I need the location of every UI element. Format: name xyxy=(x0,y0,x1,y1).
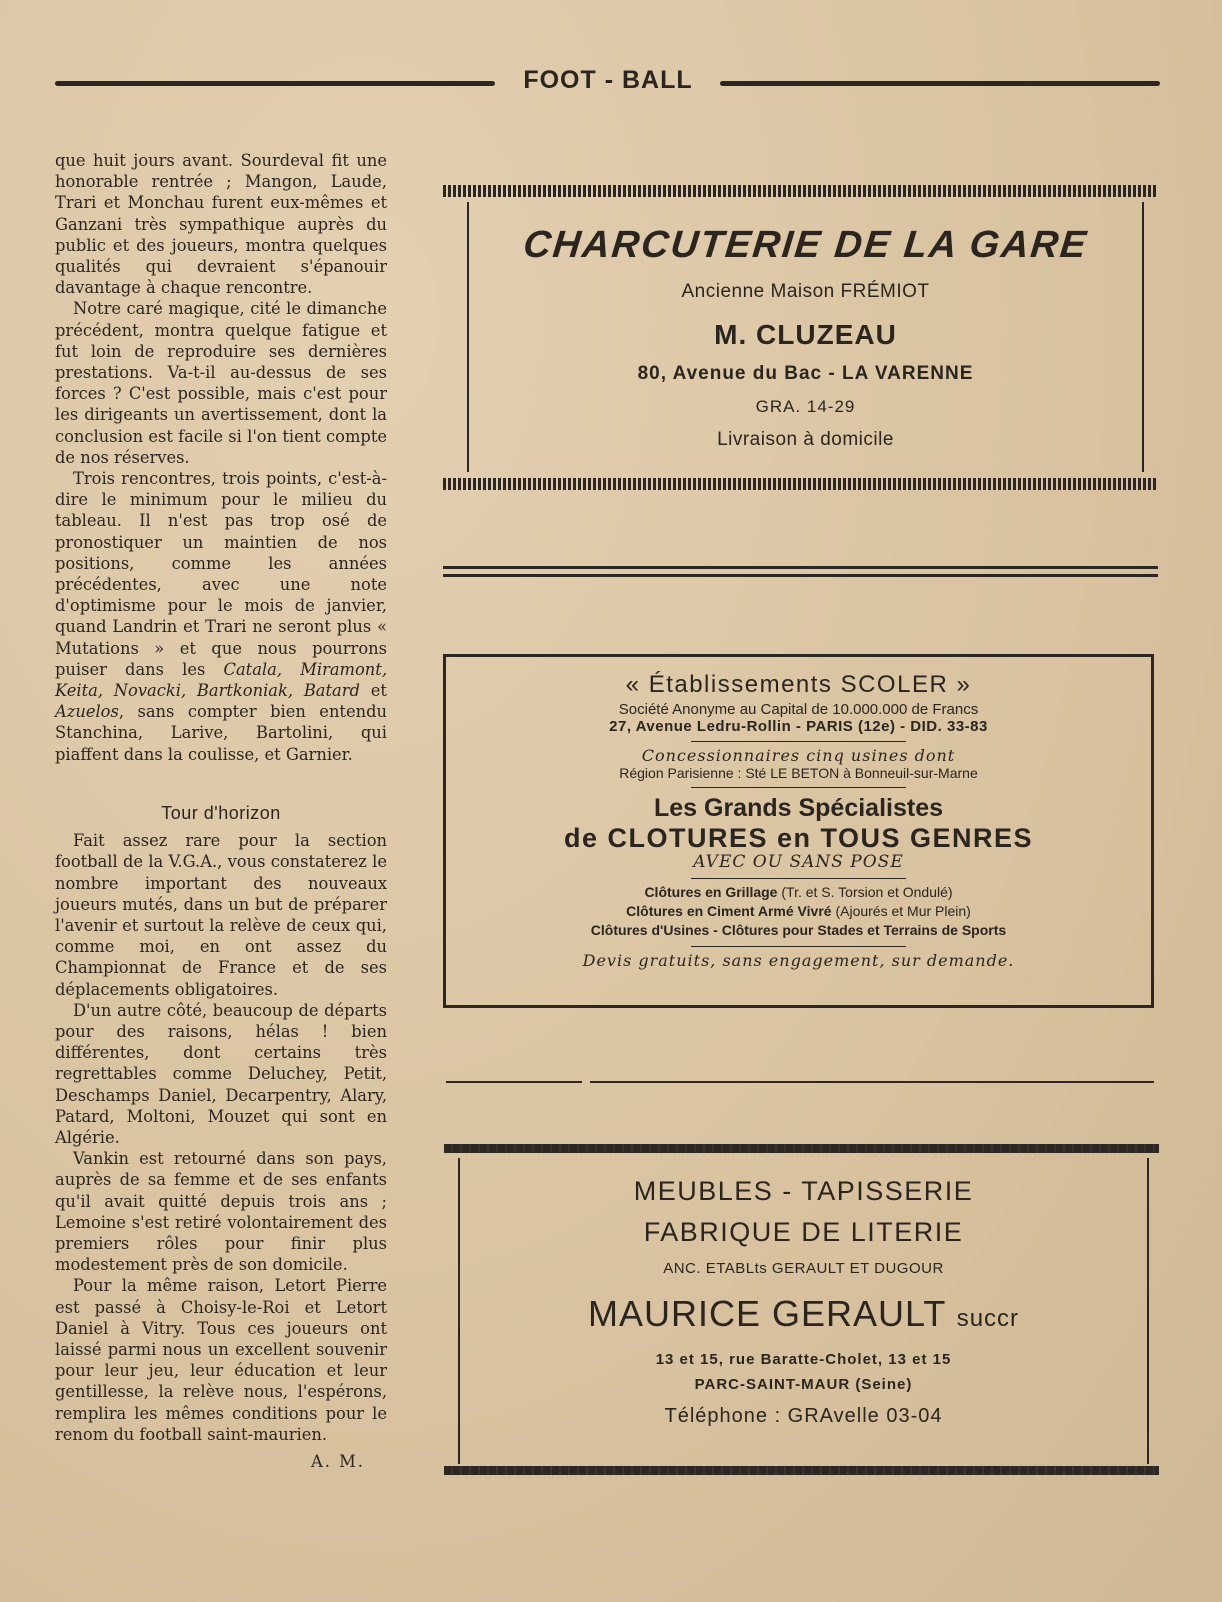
ad-delivery: Livraison à domicile xyxy=(717,429,894,450)
ad-former-owner: ANC. ETABLts GERAULT ET DUGOUR xyxy=(663,1260,944,1277)
divider-rule xyxy=(443,574,1158,577)
player-name: Miramont, xyxy=(300,659,387,679)
ad-border-bottom xyxy=(443,478,1158,490)
separator xyxy=(691,741,906,742)
section-title: FOOT - BALL xyxy=(523,66,693,94)
ad-city: PARC-SAINT-MAUR (Seine) xyxy=(694,1376,913,1393)
ad-devis: Devis gratuits, sans engagement, sur demande. xyxy=(582,951,1015,970)
article-paragraph: que huit jours avant. Sourdeval fit une honorable rentrée ; Mangon, Laude, Trari et Monchau furent eux-mêmes et Ganzani très sympathique auprès du public et des joueurs, montra quelques qualités qui devraient s'épanouir davantage à chaque rencontre. xyxy=(55,151,387,298)
ad-address: 80, Avenue du Bac - LA VARENNE xyxy=(637,363,974,384)
player-name: Novacki, xyxy=(113,681,187,701)
ad-line: MEUBLES - TAPISSERIE xyxy=(633,1176,974,1206)
player-name: Bartkoniak, xyxy=(196,681,294,701)
ad-border-bottom xyxy=(444,1466,1159,1475)
ad-phone: Téléphone : GRAvelle 03-04 xyxy=(664,1405,943,1427)
ad-owner: MAURICE GERAULT succr xyxy=(587,1293,1020,1334)
ad-headline: Les Grands Spécialistes xyxy=(653,794,944,822)
article-paragraph: D'un autre côté, beaucoup de départs pour des raisons, hélas ! bien différentes, dont certains très regrettables comme Deluchey, Petit, Deschamps Daniel, Decarpentry, Alary, Patard, Moltoni, Mouzet qui sont en Algérie. xyxy=(55,1000,387,1147)
separator xyxy=(691,878,906,879)
ad-product-line: Clôtures d'Usines - Clôtures pour Stades et Terrains de Sports xyxy=(590,922,1007,938)
divider-rule xyxy=(446,1081,582,1083)
subheading: Tour d'horizon xyxy=(161,802,281,823)
ad-address: 27, Avenue Ledru-Rollin - PARIS (12e) - DID. 33-83 xyxy=(609,718,988,735)
player-name: Azuelos xyxy=(55,702,119,722)
separator xyxy=(691,946,906,947)
header-rule-right xyxy=(720,81,1160,86)
ad-capital: Société Anonyme au Capital de 10.000.000 de Francs xyxy=(618,701,979,718)
ad-pose: AVEC OU SANS POSE xyxy=(693,852,904,872)
divider-rule xyxy=(590,1081,1154,1083)
ad-phone: GRA. 14-29 xyxy=(755,397,856,416)
ad-border-top xyxy=(443,185,1158,197)
ad-scoler xyxy=(443,654,1154,1008)
article-paragraph: Trois rencontres, trois points, c'est-à-dire le minimum pour le milieu du tableau. Il n'est pas trop osé de pronostiquer un maintien de nos positions, comme les années précédentes, avec une note d'optimisme pour le mois de janvier, quand Landrin et Trari ne seront plus « Mutations » et que nous pourrons puiser dans les Catala, Miramont, Keita, Novacki, Bartkoniak, Batard et Azuelos, sans compter bien entendu Stanchina, Larive, Bartolini, qui piaffent dans la coulisse, et Garnier. xyxy=(55,469,387,764)
ad-headline: de CLOTURES en TOUS GENRES xyxy=(563,823,1034,853)
article-paragraph: Fait assez rare pour la section football de la V.G.A., vous constaterez le nombre important des nouveaux joueurs mutés, dans un but de préparer l'avenir et surtout la relève de ceux qui, comme moi, en ont assez du Championnat de France et de ses déplacements obligatoires. xyxy=(55,831,387,999)
ad-product-line: Clôtures en Grillage (Tr. et S. Torsion et Ondulé) xyxy=(644,884,953,900)
page-header xyxy=(55,66,1160,106)
ad-shop-name: CHARCUTERIE DE LA GARE xyxy=(521,224,1090,266)
ad-former-owner: Ancienne Maison FRÉMIOT xyxy=(681,281,930,302)
ad-address: 13 et 15, rue Baratte-Cholet, 13 et 15 xyxy=(655,1351,952,1368)
ad-charcuterie xyxy=(467,202,1144,472)
article-paragraph: Vankin est retourné dans son pays, auprès de sa femme et de ses enfants qu'il avait quitté depuis trois ans ; Lemoine s'est retiré volontairement des premiers rôles pour finir plus modestement près de son domicile. xyxy=(55,1149,387,1275)
ad-line: FABRIQUE DE LITERIE xyxy=(643,1217,964,1247)
separator xyxy=(691,787,906,788)
ad-border-top xyxy=(444,1144,1159,1153)
ad-meubles xyxy=(458,1158,1149,1464)
player-name: Batard xyxy=(303,681,360,701)
divider-rule xyxy=(443,566,1158,569)
player-name: Keita, xyxy=(55,681,103,701)
header-rule-left xyxy=(55,81,495,86)
article-paragraph: Notre caré magique, cité le dimanche précédent, montra quelque fatigue et fut loin de reproduire ses dernières prestations. Va-t-il au-dessus de ses forces ? C'est possible, mais c'est pour les dirigeants un avertissement, dont la conclusion est facile si l'on tient compte de nos réserves. xyxy=(55,299,387,467)
ad-company-name: « Établissements SCOLER » xyxy=(625,671,972,698)
ad-region: Région Parisienne : Sté LE BETON à Bonneuil-sur-Marne xyxy=(619,765,978,781)
player-name: Catala, xyxy=(223,659,283,679)
ad-concession: Concessionnaires cinq usines dont xyxy=(641,746,956,765)
author-signature: A. M. xyxy=(311,1451,365,1471)
article-paragraph: Pour la même raison, Letort Pierre est passé à Choisy-le-Roi et Letort Daniel à Vitry. Tous ces joueurs ont laissé parmi nous un excellent souvenir pour leur jeu, leur éducation et leur gentillesse, la relève nous, l'espérons, remplira les mêmes conditions pour le renom du football saint-maurien. xyxy=(55,1276,387,1444)
article-column xyxy=(55,150,387,1472)
ad-product-line: Clôtures en Ciment Armé Vivré (Ajourés et Mur Plein) xyxy=(626,903,971,919)
ad-owner: M. CLUZEAU xyxy=(714,319,897,350)
